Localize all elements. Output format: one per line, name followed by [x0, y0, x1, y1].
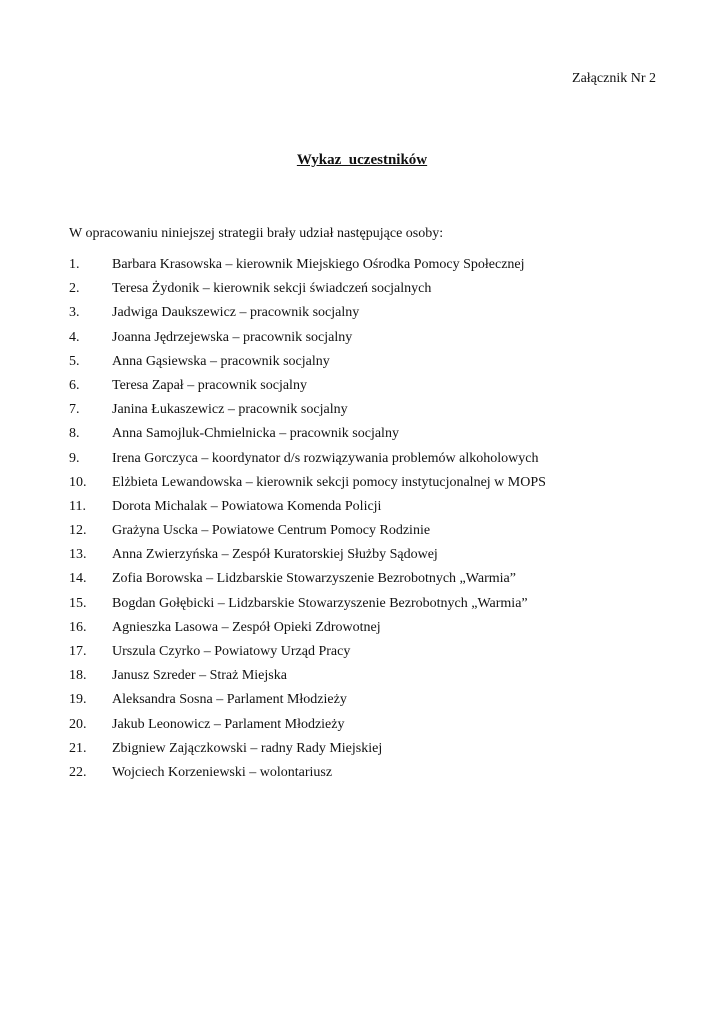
item-number: 12. — [69, 523, 87, 539]
item-text: Grażyna Uscka – Powiatowe Centrum Pomocy Rodzinie — [112, 523, 431, 539]
item-text: Teresa Zapał – pracownik socjalny — [112, 377, 307, 393]
item-text: Anna Samojluk-Chmielnicka – pracownik socjalny — [112, 426, 399, 442]
participants-list — [69, 256, 669, 788]
list-item — [69, 667, 669, 691]
item-text: Barbara Krasowska – kierownik Miejskiego Ośrodka Pomocy Społecznej — [112, 257, 525, 272]
item-text: Jakub Leonowicz – Parlament Młodzieży — [112, 716, 345, 732]
list-item — [69, 691, 669, 715]
item-text: Zofia Borowska – Lidzbarskie Stowarzyszenie Bezrobotnych „Warmia” — [112, 571, 516, 587]
item-number: 2. — [69, 281, 80, 297]
list-item — [69, 595, 669, 619]
list-item — [69, 716, 669, 740]
item-number: 9. — [69, 450, 80, 466]
list-item — [69, 256, 669, 280]
item-text: Bogdan Gołębicki – Lidzbarskie Stowarzyszenie Bezrobotnych „Warmia” — [112, 595, 528, 611]
attachment-label: Załącznik Nr 2 — [572, 71, 656, 86]
item-text: Joanna Jędrzejewska – pracownik socjalny — [112, 329, 353, 345]
item-number: 18. — [69, 668, 87, 684]
item-text: Elżbieta Lewandowska – kierownik sekcji pomocy instytucjonalnej w MOPS — [112, 474, 546, 490]
item-number: 4. — [69, 329, 80, 345]
item-text: Aleksandra Sosna – Parlament Młodzieży — [112, 692, 347, 708]
item-number: 7. — [69, 402, 80, 418]
list-item — [69, 377, 669, 401]
page-title: Wykaz uczestników — [296, 152, 428, 168]
item-text: Jadwiga Daukszewicz – pracownik socjalny — [112, 305, 360, 321]
list-item — [69, 280, 669, 304]
list-item — [69, 643, 669, 667]
item-number: 21. — [69, 740, 87, 756]
item-text: Dorota Michalak – Powiatowa Komenda Policji — [112, 498, 382, 514]
item-text: Janusz Szreder – Straż Miejska — [112, 668, 287, 684]
item-number: 6. — [69, 377, 80, 393]
list-item — [69, 522, 669, 546]
item-number: 20. — [69, 716, 87, 732]
item-number: 1. — [69, 257, 80, 272]
item-number: 3. — [69, 305, 80, 321]
item-number: 10. — [69, 474, 87, 490]
list-item — [69, 353, 669, 377]
list-item — [69, 764, 669, 788]
list-item — [69, 546, 669, 570]
item-number: 8. — [69, 426, 80, 442]
list-item — [69, 570, 669, 594]
item-text: Anna Gąsiewska – pracownik socjalny — [112, 353, 330, 369]
item-number: 14. — [69, 571, 87, 587]
item-text: Irena Gorczyca – koordynator d/s rozwiązywania problemów alkoholowych — [112, 450, 539, 466]
item-number: 5. — [69, 353, 80, 369]
list-item — [69, 329, 669, 353]
item-number: 22. — [69, 764, 87, 780]
list-item — [69, 450, 669, 474]
item-text: Wojciech Korzeniewski – wolontariusz — [112, 764, 333, 780]
item-text: Urszula Czyrko – Powiatowy Urząd Pracy — [112, 644, 351, 659]
item-text: Agnieszka Lasowa – Zespół Opieki Zdrowotnej — [112, 619, 381, 635]
list-item — [69, 304, 669, 328]
item-number: 15. — [69, 595, 87, 611]
item-text: Teresa Żydonik – kierownik sekcji świadczeń socjalnych — [112, 281, 432, 297]
list-item — [69, 619, 669, 643]
item-number: 11. — [69, 498, 86, 514]
list-item — [69, 498, 669, 522]
intro-text: W opracowaniu niniejszej strategii brały udział następujące osoby: — [69, 226, 444, 241]
item-number: 19. — [69, 692, 87, 708]
item-text: Anna Zwierzyńska – Zespół Kuratorskiej Służby Sądowej — [112, 547, 438, 563]
item-text: Janina Łukaszewicz – pracownik socjalny — [112, 402, 348, 418]
list-item — [69, 474, 669, 498]
list-item — [69, 740, 669, 764]
list-item — [69, 401, 669, 425]
list-item — [69, 425, 669, 449]
item-number: 17. — [69, 644, 87, 659]
item-text: Zbigniew Zajączkowski – radny Rady Miejskiej — [112, 740, 383, 756]
item-number: 16. — [69, 619, 87, 635]
item-number: 13. — [69, 547, 87, 563]
